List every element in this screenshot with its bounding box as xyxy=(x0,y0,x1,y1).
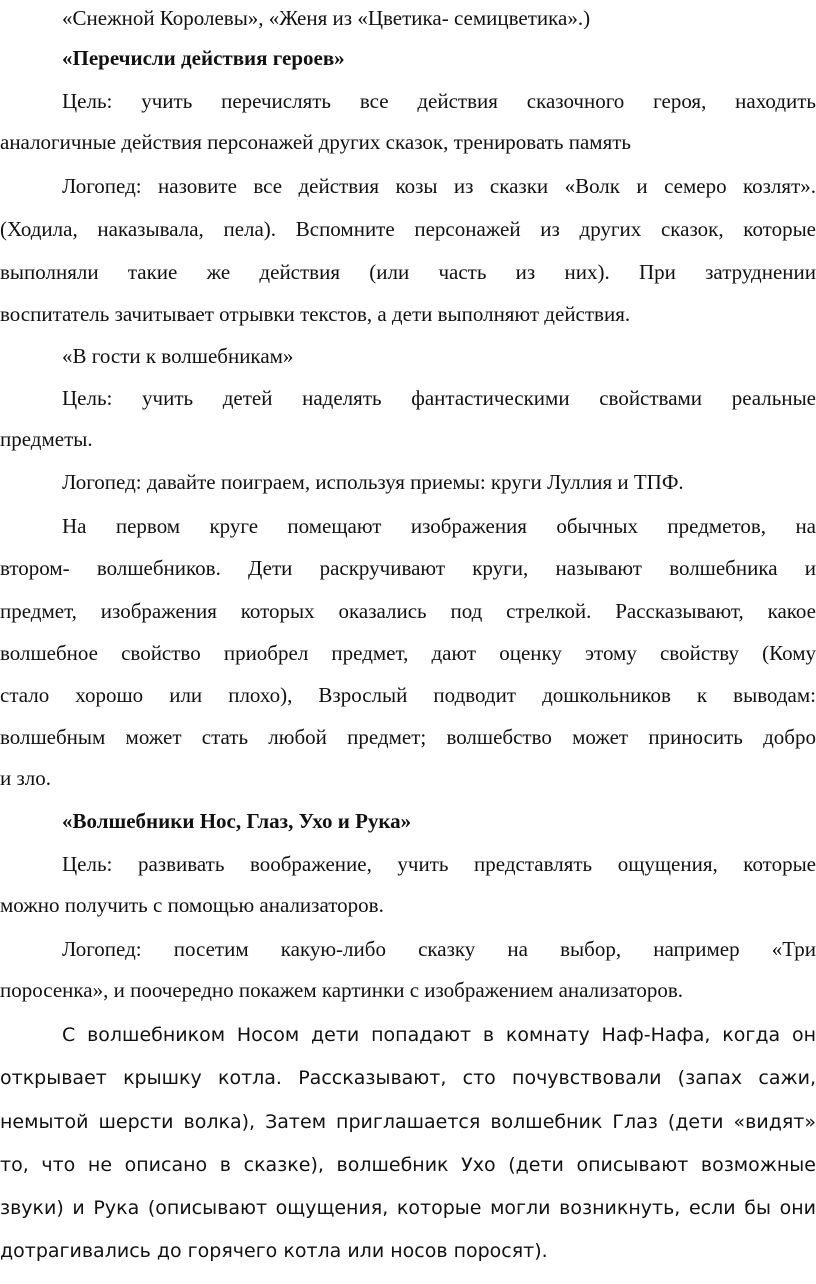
text-line: дотрагивались до горячего котла или носов поросят). xyxy=(0,1240,548,1262)
text-line: выполняли такие же действия (или часть из них). При затруднении xyxy=(0,260,816,284)
text-line: открывает крышку котла. Рассказывают, сто почувствовали (запах сажи, xyxy=(0,1067,816,1089)
text-line: Цель: учить перечислять все действия сказочного героя, находить xyxy=(62,89,816,113)
text-line: На первом круге помещают изображения обычных предметов, на xyxy=(62,514,816,538)
text-line: Логопед: посетим какую-либо сказку на выбор, например «Три xyxy=(62,937,816,961)
text-line: то, что не описано в сказке), волшебник Ухо (дети описывают возможные xyxy=(0,1154,816,1176)
text-line: волшебным может стать любой предмет; волшебство может приносить добро xyxy=(0,725,816,749)
text-line: немытой шерсти волка), Затем приглашается волшебник Глаз (дети «видят» xyxy=(0,1111,816,1133)
text-line: Цель: развивать воображение, учить представлять ощущения, которые xyxy=(62,852,816,876)
text-line: втором- волшебников. Дети раскручивают круги, называют волшебника и xyxy=(0,556,816,580)
section-heading: «Перечисли действия героев» xyxy=(62,46,345,70)
text-line: предмет, изображения которых оказались под стрелкой. Рассказывают, какое xyxy=(0,599,816,623)
text-line: Цель: учить детей наделять фантастическими свойствами реальные xyxy=(62,386,816,410)
text-line: воспитатель зачитывает отрывки текстов, а дети выполняют действия. xyxy=(0,302,631,326)
text-line: можно получить с помощью анализаторов. xyxy=(0,893,384,917)
text-line: Логопед: назовите все действия козы из сказки «Волк и семеро козлят». xyxy=(62,174,816,198)
text-line: «Снежной Королевы», «Женя из «Цветика- семицветика».) xyxy=(62,6,591,30)
text-line: С волшебником Носом дети попадают в комнату Наф-Нафа, когда он xyxy=(62,1024,816,1046)
text-line: Логопед: давайте поиграем, используя приемы: круги Луллия и ТПФ. xyxy=(62,470,684,494)
section-heading: «Волшебники Нос, Глаз, Ухо и Рука» xyxy=(62,809,412,833)
text-line: волшебное свойство приобрел предмет, дают оценку этому свойству (Кому xyxy=(0,641,816,665)
game-title: «В гости к волшебникам» xyxy=(62,344,294,368)
text-line: стало хорошо или плохо), Взрослый подводит дошкольников к выводам: xyxy=(0,683,816,707)
text-line: предметы. xyxy=(0,427,93,451)
text-line: аналогичные действия персонажей других сказок, тренировать память xyxy=(0,130,631,154)
text-line: поросенка», и поочередно покажем картинки с изображением анализаторов. xyxy=(0,978,683,1002)
text-line: и зло. xyxy=(0,766,52,790)
text-line: (Ходила, наказывала, пела). Вспомните персонажей из других сказок, которые xyxy=(0,217,816,241)
text-line: звуки) и Рука (описывают ощущения, которые могли возникнуть, если бы они xyxy=(0,1197,816,1219)
